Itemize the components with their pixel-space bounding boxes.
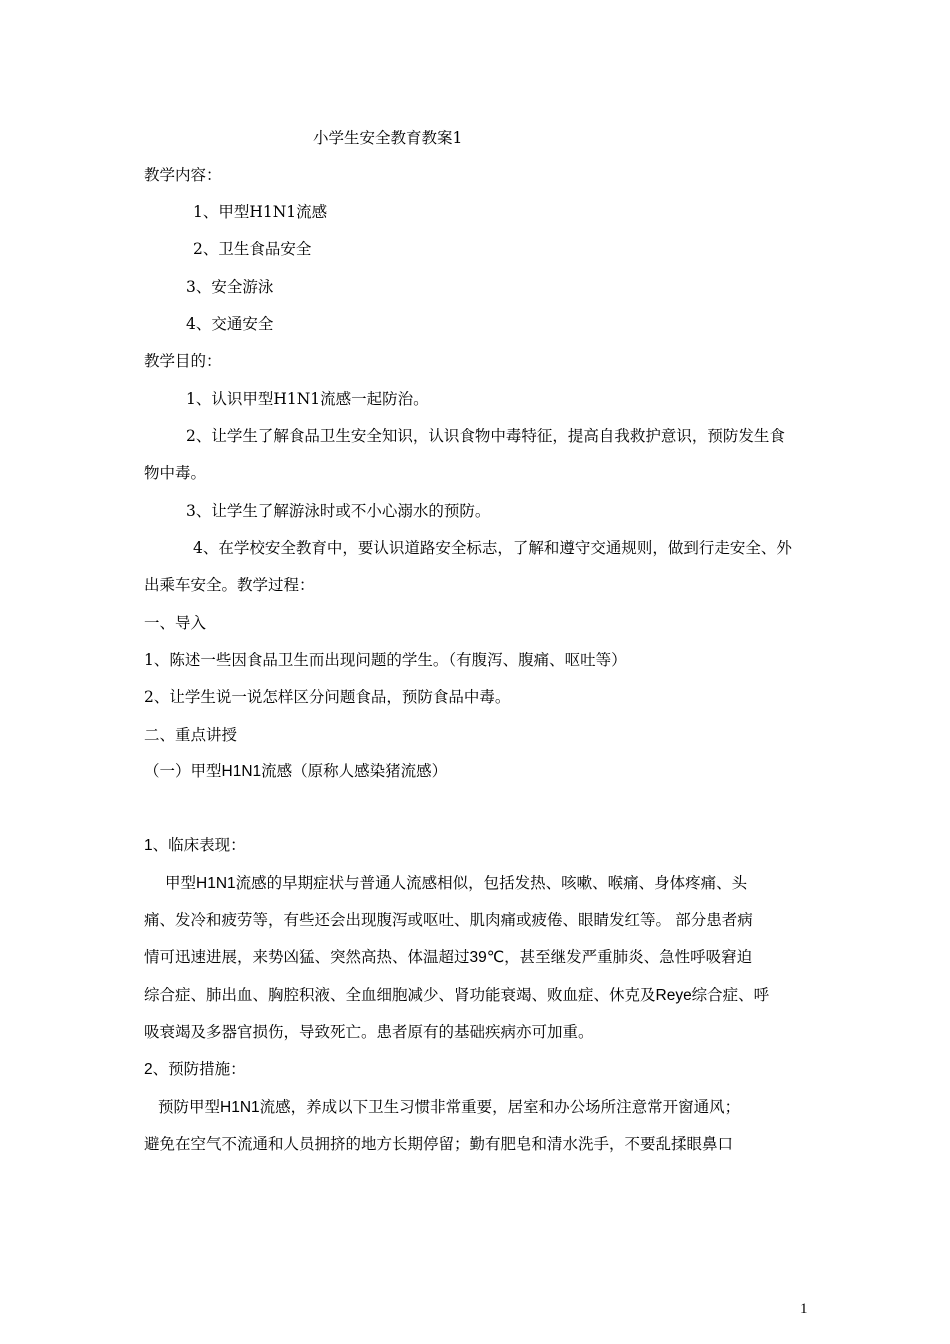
goal-item-continuation: 物中毒。	[144, 464, 207, 482]
subsection-heading: （一）甲型H1N1流感（原称人感染猪流感）	[144, 763, 448, 780]
goal-item: 2、让学生了解食品卫生安全知识，认识食物中毒特征，提高自我救护意识，预防发生食	[186, 427, 785, 445]
content-item: 1、甲型H1N1流感	[193, 203, 328, 221]
goal-item: 1、认识甲型H1N1流感一起防治。	[186, 390, 429, 408]
prevention-paragraph-line: 避免在空气不流通和人员拥挤的地方长期停留；勤有肥皂和清水洗手，不要乱揉眼鼻口	[144, 1136, 734, 1153]
prevention-paragraph-line: 预防甲型H1N1流感，养成以下卫生习惯非常重要，居室和办公场所注意常开窗通风；	[158, 1099, 741, 1116]
intro-item: 2、让学生说一说怎样区分问题食品，预防食品中毒。	[144, 688, 511, 706]
clinical-paragraph-line: 吸衰竭及多器官损伤，导致死亡。患者原有的基础疾病亦可加重。	[144, 1024, 594, 1041]
prevention-heading: 2、预防措施：	[144, 1061, 246, 1078]
section-heading: 一、导入	[144, 614, 207, 632]
clinical-paragraph-line: 甲型H1N1流感的早期症状与普通人流感相似，包括发热、咳嗽、喉痛、身体疼痛、头	[165, 875, 748, 892]
goal-item: 4、在学校安全教育中，要认识道路安全标志，了解和遵守交通规则，做到行走安全、外	[193, 539, 792, 557]
clinical-heading: 1、临床表现：	[144, 837, 246, 854]
document-title: 小学生安全教育教案1	[313, 129, 463, 147]
section-heading: 二、重点讲授	[144, 726, 238, 744]
page-number: 1	[800, 1301, 808, 1317]
goal-heading: 教学目的：	[144, 352, 222, 370]
content-item: 2、卫生食品安全	[193, 240, 312, 258]
content-item: 4、交通安全	[186, 315, 274, 333]
goal-item: 3、让学生了解游泳时或不小心溺水的预防。	[186, 502, 491, 520]
content-heading: 教学内容：	[144, 166, 222, 184]
goal-item-continuation: 出乘车安全。教学过程：	[144, 576, 315, 594]
clinical-paragraph-line: 情可迅速进展，来势凶猛、突然高热、体温超过39℃，甚至继发严重肺炎、急性呼吸窘迫	[144, 949, 753, 966]
intro-item: 1、陈述一些因食品卫生而出现问题的学生。（有腹泻、腹痛、呕吐等）	[144, 651, 627, 669]
clinical-paragraph-line: 综合症、肺出血、胸腔积液、全血细胞减少、肾功能衰竭、败血症、休克及Reye综合症、呼	[144, 987, 770, 1004]
clinical-paragraph-line: 痛、发冷和疲劳等，有些还会出现腹泻或呕吐、肌肉痛或疲倦、眼睛发红等。 部分患者病	[144, 912, 753, 929]
content-item: 3、安全游泳	[186, 278, 274, 296]
